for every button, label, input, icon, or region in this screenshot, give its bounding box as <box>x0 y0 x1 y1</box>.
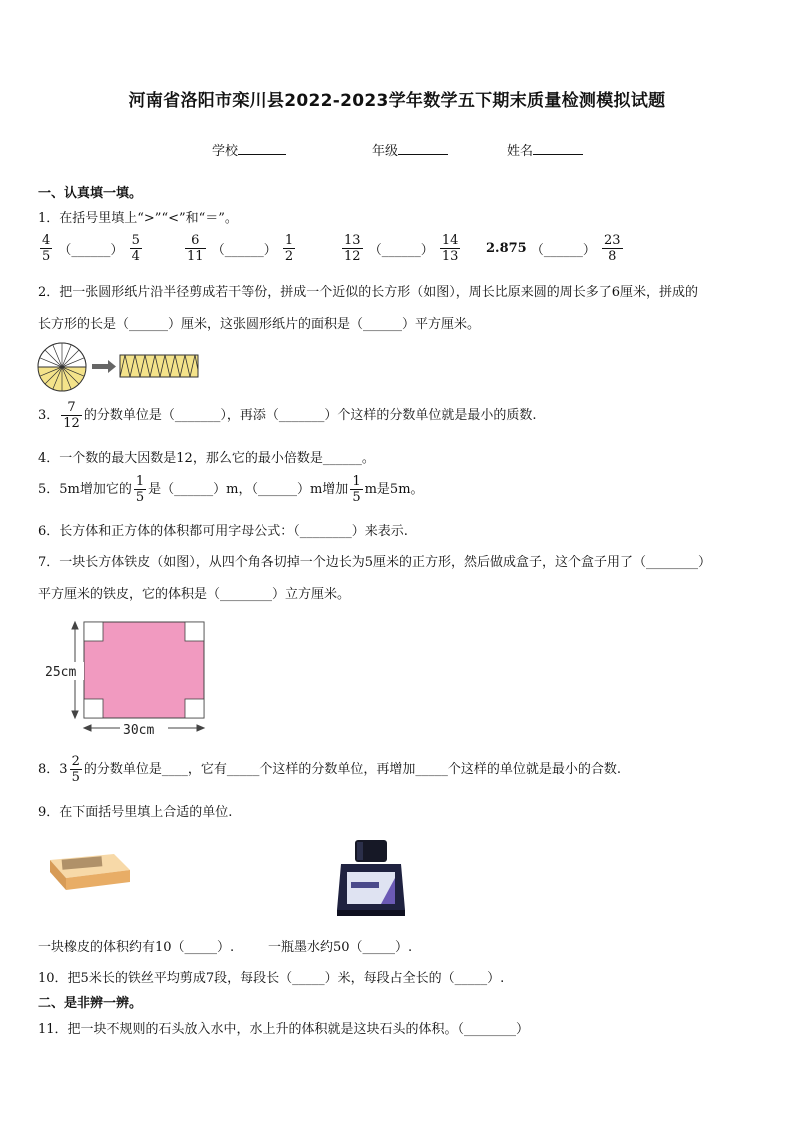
q10-text: 10．把5米长的铁丝平均剪成7段，每段长（_____）米，每段占全长的（_____）. <box>38 971 505 986</box>
q5-part3: m是5m。 <box>364 482 424 497</box>
q8-text: 的分数单位是____，它有_____个这样的分数单位，再增加_____个这样的单位就是最小的合数. <box>83 762 621 777</box>
fraction: $\frac{6}{11}$ <box>187 233 204 264</box>
q2-line2: 长方形的长是（______）厘米，这张圆形纸片的面积是（______）平方厘米。 <box>38 317 481 332</box>
corner-square <box>185 622 204 641</box>
q5-line <box>38 474 424 505</box>
q8-line <box>38 754 621 785</box>
school-label: 学校 <box>212 144 239 159</box>
q1-pair-4 <box>486 233 625 264</box>
corner-square <box>185 699 204 718</box>
q5-part1: 5．5m增加它的 <box>38 482 132 497</box>
section2-heading: 二、是非辨一辨。 <box>38 996 143 1011</box>
name-blank[interactable] <box>533 142 583 155</box>
q4-text: 4．一个数的最大因数是12，那么它的最小倍数是______。 <box>38 451 375 466</box>
iron-sheet-figure <box>44 618 214 740</box>
question-number: 8． <box>38 762 60 777</box>
q1-pair-3 <box>340 233 462 264</box>
circle-to-rectangle-figure <box>36 340 202 396</box>
name-field <box>507 140 583 159</box>
q9-eraser-text: 一块橡皮的体积约有10（_____）. <box>38 940 235 955</box>
q9-ink-text: 一瓶墨水约50（_____）. <box>268 940 413 955</box>
q7-line1: 7．一块长方体铁皮（如图），从四个角各切掉一个边长为5厘米的正方形，然后做成盒子，这个盒子用了（________） <box>38 555 712 570</box>
q7-line2: 平方厘米的铁皮，它的体积是（________）立方厘米。 <box>38 587 351 602</box>
decimal-number: 2.875 <box>486 241 527 256</box>
q2-line1: 2．把一张圆形纸片沿半径剪成若干等份，拼成一个近似的长方形（如图），周长比原来圆的周长多了6厘米，拼成的 <box>38 285 699 300</box>
fraction: $\frac{5}{4}$ <box>131 233 140 264</box>
q11-text: 11．把一块不规则的石头放入水中，水上升的体积就是这块石头的体积。（________） <box>38 1022 530 1037</box>
fraction: $\frac{2}{5}$ <box>71 754 80 785</box>
q1-pair-2 <box>183 233 297 264</box>
school-field <box>212 140 286 159</box>
grade-blank[interactable] <box>398 142 448 155</box>
name-label: 姓名 <box>507 144 534 159</box>
mixed-whole: 3 <box>59 762 68 777</box>
fraction: $\frac{1}{5}$ <box>135 474 145 505</box>
fraction: $\frac{1}{2}$ <box>284 233 294 264</box>
section1-heading: 一、认真填一填。 <box>38 186 143 201</box>
q1-pair-1 <box>38 233 144 264</box>
ink-bottle-image <box>333 838 409 918</box>
fraction: $\frac{13}{12}$ <box>344 233 361 264</box>
grade-label: 年级 <box>372 144 399 159</box>
page-title: 河南省洛阳市栾川县2022-2023学年数学五下期末质量检测模拟试题 <box>128 91 666 111</box>
answer-blank[interactable]: （______） <box>530 243 596 258</box>
eraser-image <box>44 848 134 896</box>
q3-line <box>38 400 536 431</box>
answer-blank[interactable]: （______） <box>58 243 124 258</box>
approx-rectangle <box>120 355 198 377</box>
q9-text: 9．在下面括号里填上合适的单位. <box>38 805 233 820</box>
height-label: 25cm <box>45 665 77 680</box>
answer-blank[interactable]: （______） <box>211 243 277 258</box>
grade-field <box>372 140 448 159</box>
fraction: $\frac{23}{8}$ <box>604 233 621 264</box>
q3-text: 的分数单位是（_______），再添（_______）个这样的分数单位就是最小的质数. <box>83 408 537 423</box>
q5-part2: 是（______）m，（______）m增加 <box>148 482 349 497</box>
sectored-circle <box>38 343 86 391</box>
fraction: $\frac{1}{5}$ <box>352 474 361 505</box>
q1-text: 1．在括号里填上“>”“<”和“＝”。 <box>38 211 238 226</box>
fraction: $\frac{7}{12}$ <box>63 400 80 431</box>
corner-square <box>84 699 103 718</box>
corner-square <box>84 622 103 641</box>
arrow-right-icon <box>92 360 116 373</box>
question-number: 3． <box>38 408 60 423</box>
fraction: $\frac{4}{5}$ <box>42 233 51 264</box>
q6-text: 6．长方体和正方体的体积都可用字母公式：（________）来表示. <box>38 524 408 539</box>
school-blank[interactable] <box>238 142 286 155</box>
answer-blank[interactable]: （______） <box>368 243 434 258</box>
width-label: 30cm <box>123 723 155 738</box>
fraction: $\frac{14}{13}$ <box>441 233 459 264</box>
